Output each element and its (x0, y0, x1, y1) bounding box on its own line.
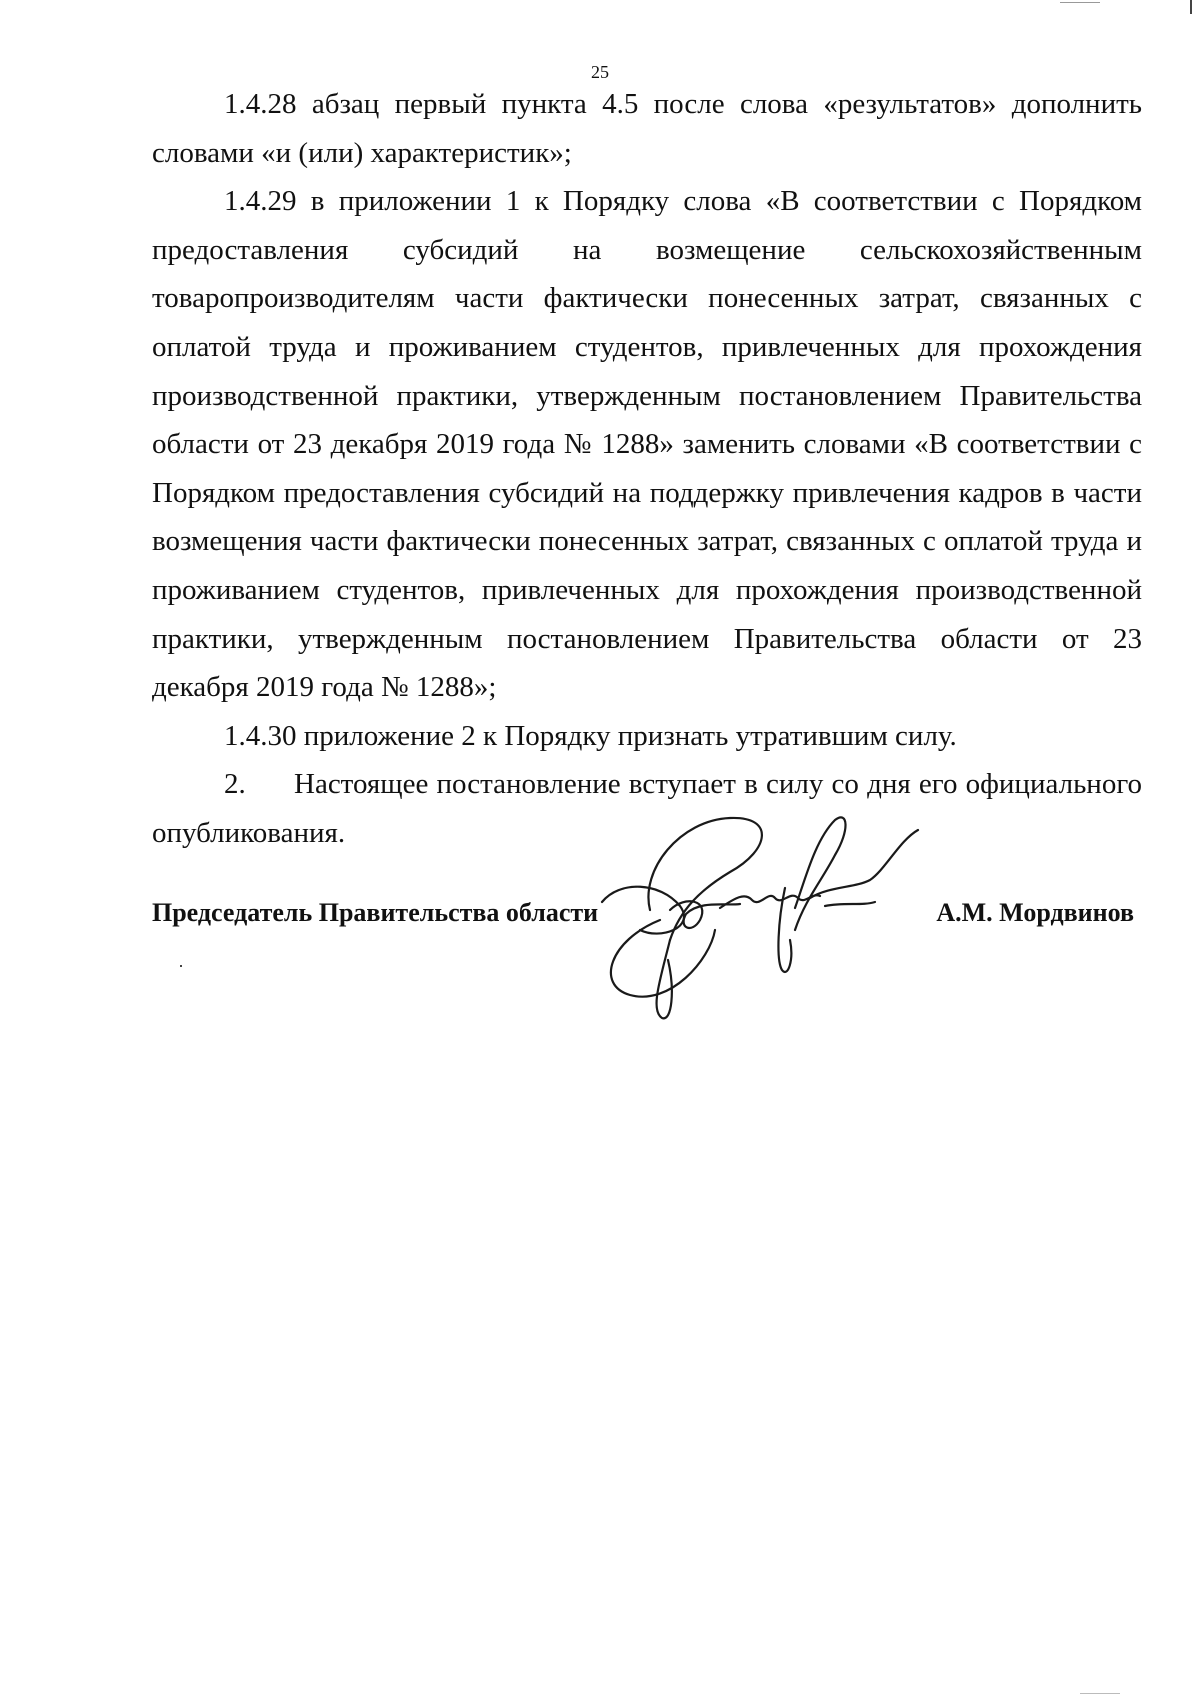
paragraph-1-4-28: 1.4.28 абзац первый пункта 4.5 после слова «результатов» дополнить словами «и (или) характеристик»; (152, 88, 1142, 169)
signer-title: Председатель Правительства области (152, 898, 599, 927)
paragraph-1-4-30: 1.4.30 приложение 2 к Порядку признать утратившим силу. (224, 719, 957, 752)
paragraph-2-text: Настоящее постановление вступает в силу со дня его официального опубликования. (152, 768, 1142, 849)
paragraph-2-number: 2. (224, 768, 246, 801)
scan-artifact-dot (180, 965, 182, 967)
signer-name: А.М. Мордвинов (936, 898, 1134, 927)
scan-artifact-right (1190, 0, 1192, 14)
scan-artifact-top (1060, 2, 1100, 3)
handwritten-signature (600, 810, 930, 1020)
page-number: 25 (591, 62, 609, 82)
paragraph-1-4-29: 1.4.29 в приложении 1 к Порядку слова «В соответствии с Порядком предоставления субсидий на возмещение сельскохозяйственным товаропроизводителям части фактически понесенных затрат, связанных с оплатой труда и проживанием студентов, привлеченных для прохождения производственной практики, утвержденным постановлением Правительства области от 23 декабря 2019 года № 1288» заменить словами «В соответствии с Порядком предоставления субсидий на поддержку привлечения кадров в части возмещения части фактически понесенных затрат, связанных с оплатой труда и проживанием студентов, привлеченных для прохождения производственной практики, утвержденным постановлением Правительства области от 23 декабря 2019 года № 1288»; (152, 185, 1142, 704)
document-body (152, 80, 1142, 858)
scan-artifact-bottom (1080, 1693, 1120, 1694)
